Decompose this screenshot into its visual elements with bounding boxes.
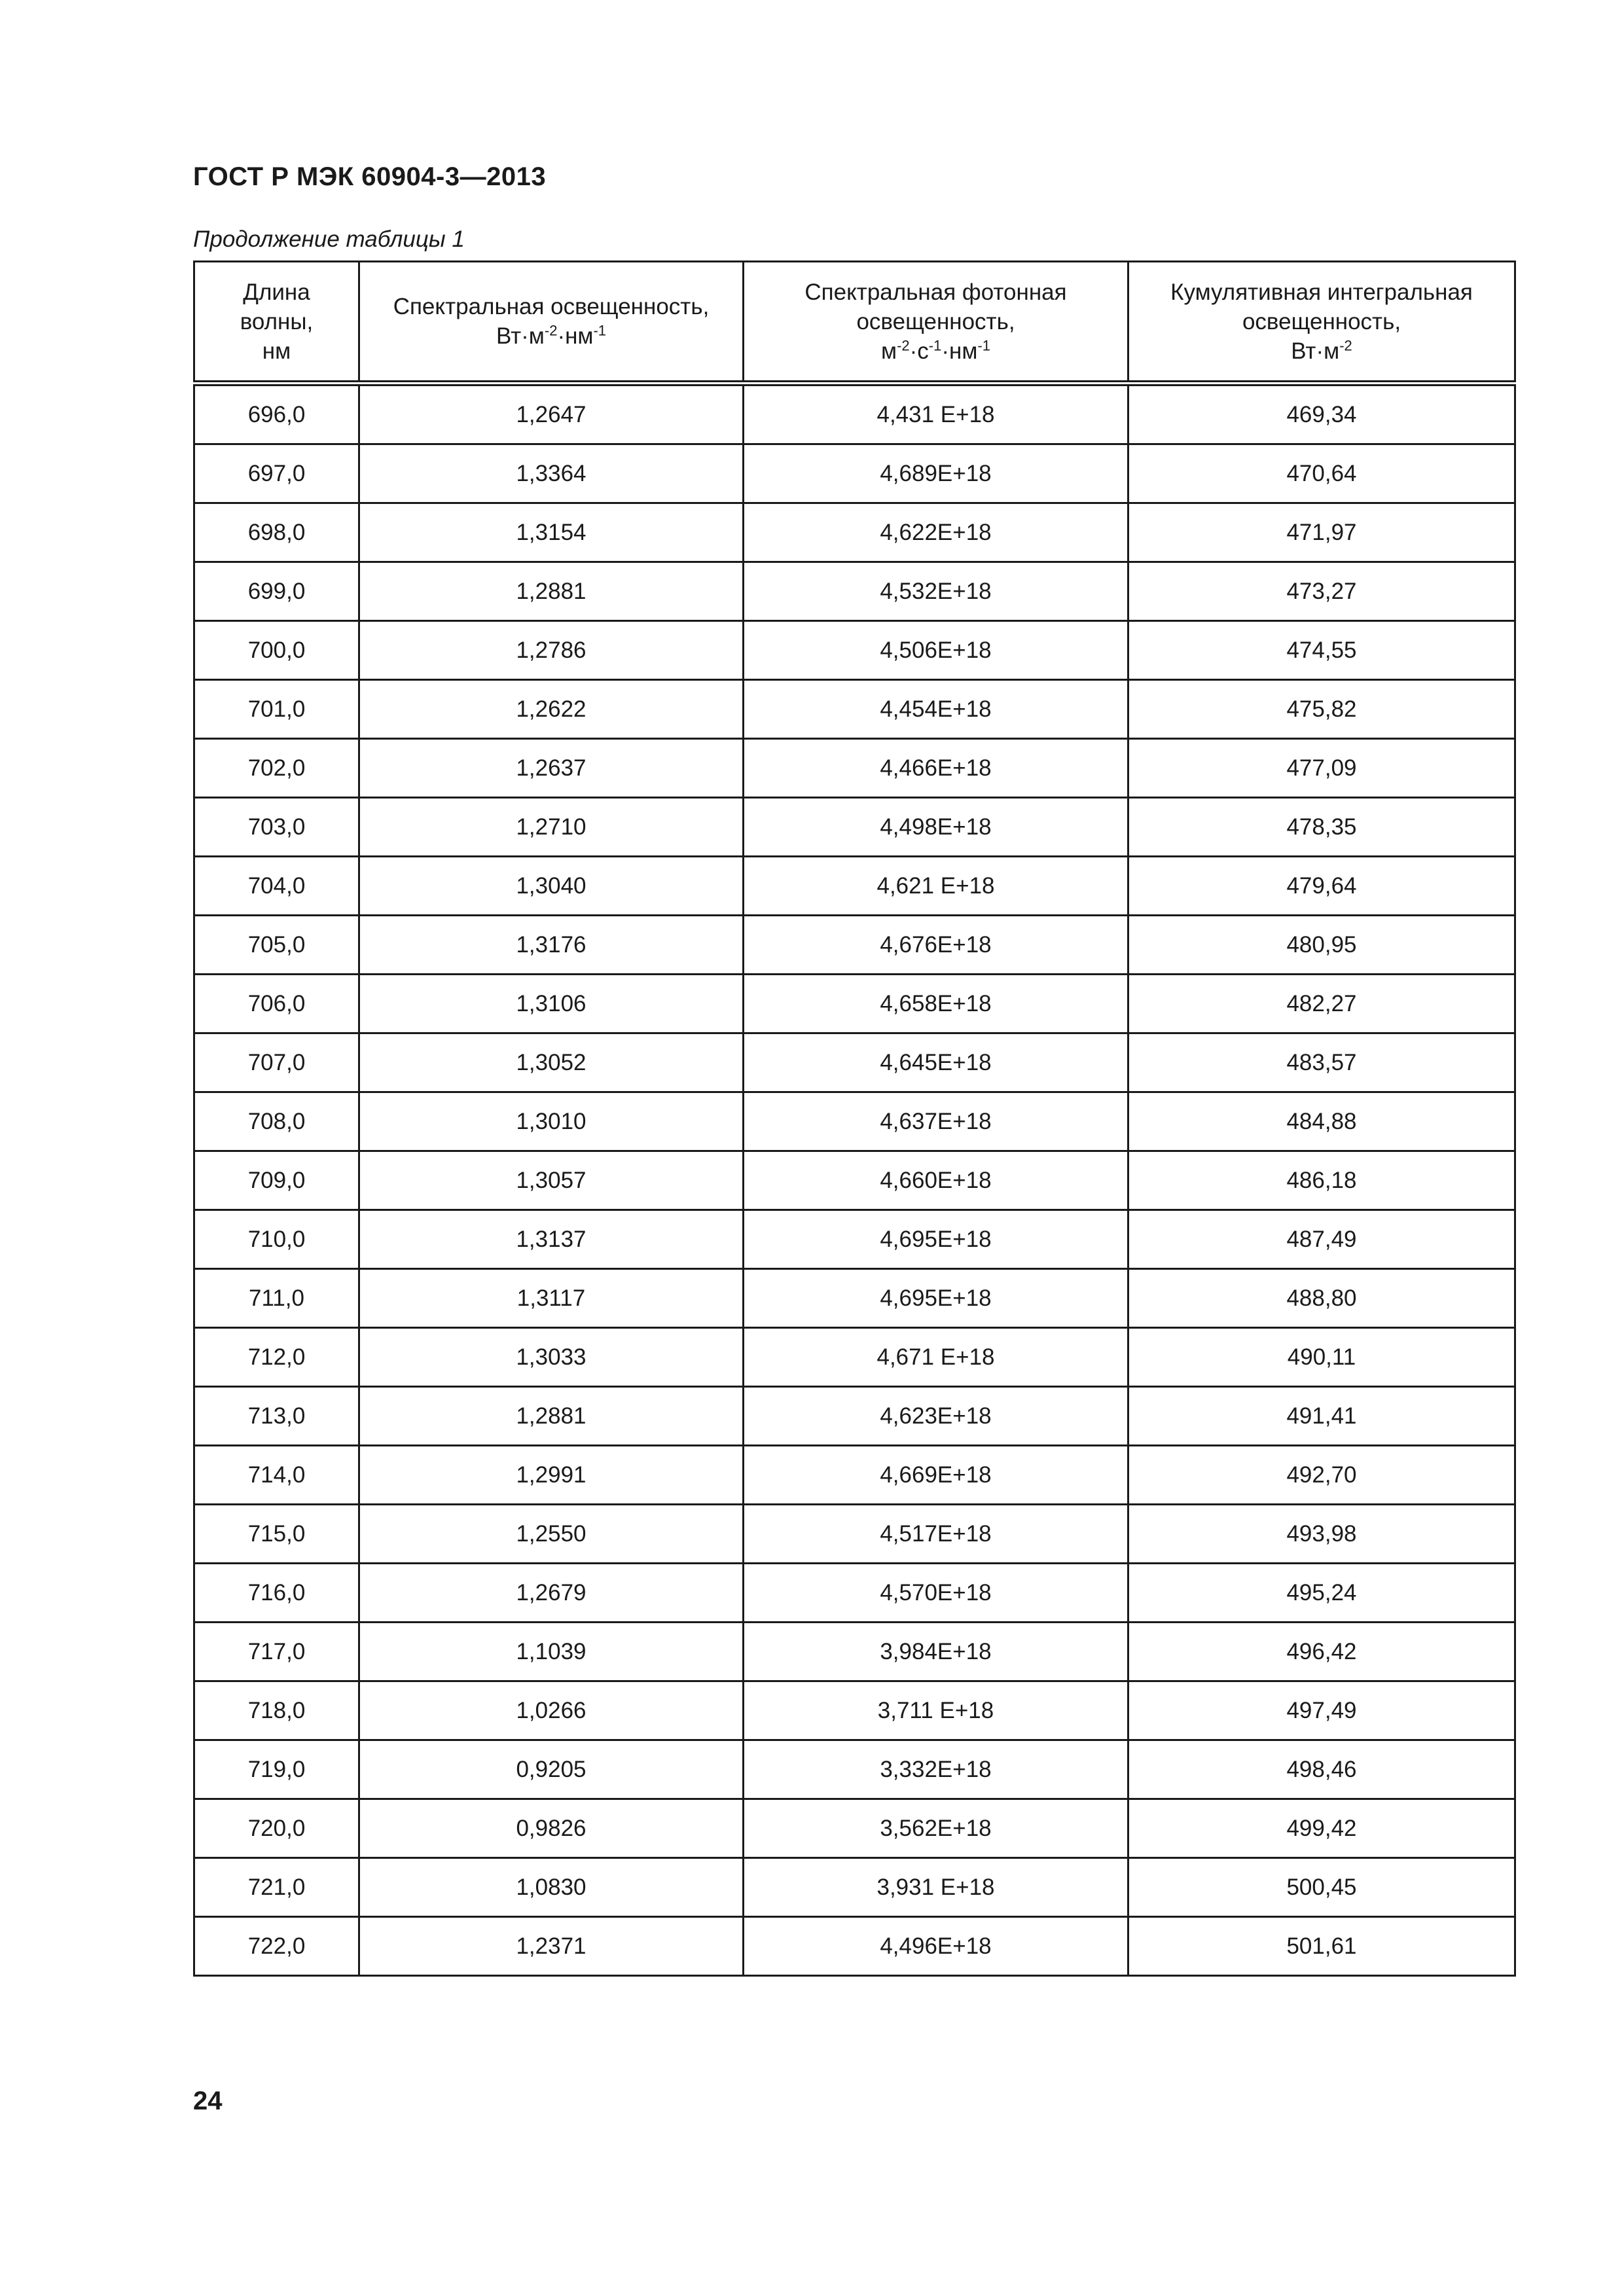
table-row [194, 1505, 1515, 1564]
cell-photon-irradiance: 4,645E+18 [744, 1033, 1128, 1092]
cell-photon-irradiance: 4,621 E+18 [744, 857, 1128, 916]
cell-cumulative-irradiance: 491,41 [1128, 1387, 1515, 1446]
cell-spectral-irradiance: 1,3154 [359, 503, 744, 562]
cell-spectral-irradiance: 1,2371 [359, 1917, 744, 1976]
header-line: Кумулятивная интегральная [1170, 279, 1473, 305]
cell-spectral-irradiance: 0,9205 [359, 1740, 744, 1799]
header-unit [360, 321, 742, 351]
cell-photon-irradiance: 4,496E+18 [744, 1917, 1128, 1976]
table-row [194, 1799, 1515, 1858]
table-row [194, 1917, 1515, 1976]
unit-part: м [881, 338, 897, 364]
table-row [194, 1269, 1515, 1328]
header-line: освещенность, [856, 308, 1015, 334]
cell-photon-irradiance: 4,498E+18 [744, 798, 1128, 857]
cell-photon-irradiance: 4,532E+18 [744, 562, 1128, 621]
cell-cumulative-irradiance: 482,27 [1128, 975, 1515, 1033]
cell-cumulative-irradiance: 492,70 [1128, 1446, 1515, 1505]
cell-wavelength: 716,0 [194, 1564, 359, 1623]
unit-part: ·с [909, 338, 929, 364]
cell-cumulative-irradiance: 486,18 [1128, 1151, 1515, 1210]
cell-spectral-irradiance: 1,2647 [359, 384, 744, 444]
table-row [194, 1151, 1515, 1210]
table-row [194, 1564, 1515, 1623]
cell-cumulative-irradiance: 493,98 [1128, 1505, 1515, 1564]
cell-spectral-irradiance: 1,2550 [359, 1505, 744, 1564]
cell-photon-irradiance: 4,660E+18 [744, 1151, 1128, 1210]
unit-exponent: -1 [977, 336, 990, 353]
table-caption: Продолжение таблицы 1 [193, 226, 465, 252]
cell-wavelength: 702,0 [194, 739, 359, 798]
cell-photon-irradiance: 3,984E+18 [744, 1623, 1128, 1681]
cell-cumulative-irradiance: 495,24 [1128, 1564, 1515, 1623]
header-line: Спектральная фотонная [804, 279, 1067, 305]
cell-spectral-irradiance: 1,2881 [359, 562, 744, 621]
unit-exponent: -1 [593, 322, 607, 339]
cell-spectral-irradiance: 1,1039 [359, 1623, 744, 1681]
cell-wavelength: 704,0 [194, 857, 359, 916]
cell-spectral-irradiance: 1,2622 [359, 680, 744, 739]
cell-wavelength: 721,0 [194, 1858, 359, 1917]
cell-cumulative-irradiance: 478,35 [1128, 798, 1515, 857]
table-row [194, 798, 1515, 857]
table-row [194, 1740, 1515, 1799]
cell-cumulative-irradiance: 497,49 [1128, 1681, 1515, 1740]
cell-cumulative-irradiance: 500,45 [1128, 1858, 1515, 1917]
cell-wavelength: 699,0 [194, 562, 359, 621]
cell-photon-irradiance: 4,622E+18 [744, 503, 1128, 562]
header-line: нм [262, 338, 291, 364]
unit-exponent: -2 [544, 322, 558, 339]
table-row [194, 503, 1515, 562]
table-row [194, 916, 1515, 975]
table-row [194, 1210, 1515, 1269]
column-header-wavelength [194, 262, 359, 384]
header-line: освещенность, [1242, 308, 1401, 334]
cell-spectral-irradiance: 1,2637 [359, 739, 744, 798]
unit-exponent: -2 [897, 336, 910, 353]
table-row [194, 621, 1515, 680]
cell-wavelength: 711,0 [194, 1269, 359, 1328]
cell-spectral-irradiance: 1,2881 [359, 1387, 744, 1446]
cell-wavelength: 714,0 [194, 1446, 359, 1505]
cell-wavelength: 713,0 [194, 1387, 359, 1446]
unit-part: Вт·м [1291, 338, 1340, 364]
table-row [194, 562, 1515, 621]
cell-cumulative-irradiance: 480,95 [1128, 916, 1515, 975]
table-row [194, 444, 1515, 503]
header-line: Спектральная освещенность, [393, 294, 710, 319]
cell-photon-irradiance: 4,517E+18 [744, 1505, 1128, 1564]
cell-wavelength: 703,0 [194, 798, 359, 857]
cell-cumulative-irradiance: 484,88 [1128, 1092, 1515, 1151]
unit-part: ·нм [557, 323, 594, 349]
table-row [194, 680, 1515, 739]
cell-wavelength: 720,0 [194, 1799, 359, 1858]
cell-wavelength: 708,0 [194, 1092, 359, 1151]
cell-wavelength: 718,0 [194, 1681, 359, 1740]
cell-cumulative-irradiance: 473,27 [1128, 562, 1515, 621]
cell-cumulative-irradiance: 490,11 [1128, 1328, 1515, 1387]
cell-photon-irradiance: 4,695E+18 [744, 1210, 1128, 1269]
cell-cumulative-irradiance: 479,64 [1128, 857, 1515, 916]
table-row [194, 1446, 1515, 1505]
cell-cumulative-irradiance: 498,46 [1128, 1740, 1515, 1799]
cell-wavelength: 710,0 [194, 1210, 359, 1269]
cell-photon-irradiance: 4,623E+18 [744, 1387, 1128, 1446]
cell-spectral-irradiance: 1,3137 [359, 1210, 744, 1269]
cell-wavelength: 697,0 [194, 444, 359, 503]
unit-exponent: -2 [1339, 336, 1352, 353]
cell-cumulative-irradiance: 469,34 [1128, 384, 1515, 444]
cell-wavelength: 715,0 [194, 1505, 359, 1564]
cell-photon-irradiance: 4,658E+18 [744, 975, 1128, 1033]
column-header-spectral-irradiance [359, 262, 744, 384]
cell-wavelength: 712,0 [194, 1328, 359, 1387]
table-row [194, 1387, 1515, 1446]
table-row [194, 384, 1515, 444]
cell-photon-irradiance: 3,562E+18 [744, 1799, 1128, 1858]
cell-spectral-irradiance: 1,3364 [359, 444, 744, 503]
cell-wavelength: 709,0 [194, 1151, 359, 1210]
cell-cumulative-irradiance: 477,09 [1128, 739, 1515, 798]
cell-photon-irradiance: 3,931 E+18 [744, 1858, 1128, 1917]
cell-spectral-irradiance: 0,9826 [359, 1799, 744, 1858]
header-unit [1129, 336, 1514, 366]
cell-wavelength: 707,0 [194, 1033, 359, 1092]
document-header: ГОСТ Р МЭК 60904-3—2013 [193, 162, 547, 191]
cell-wavelength: 696,0 [194, 384, 359, 444]
cell-photon-irradiance: 4,431 E+18 [744, 384, 1128, 444]
cell-spectral-irradiance: 1,2710 [359, 798, 744, 857]
cell-spectral-irradiance: 1,3057 [359, 1151, 744, 1210]
cell-wavelength: 701,0 [194, 680, 359, 739]
cell-cumulative-irradiance: 475,82 [1128, 680, 1515, 739]
cell-photon-irradiance: 4,506E+18 [744, 621, 1128, 680]
cell-photon-irradiance: 4,669E+18 [744, 1446, 1128, 1505]
cell-cumulative-irradiance: 471,97 [1128, 503, 1515, 562]
cell-cumulative-irradiance: 483,57 [1128, 1033, 1515, 1092]
unit-exponent: -1 [928, 336, 942, 353]
cell-wavelength: 722,0 [194, 1917, 359, 1976]
cell-spectral-irradiance: 1,3106 [359, 975, 744, 1033]
table-body [194, 384, 1515, 1976]
table-row [194, 739, 1515, 798]
cell-photon-irradiance: 4,676E+18 [744, 916, 1128, 975]
table-header-row [194, 262, 1515, 384]
cell-wavelength: 719,0 [194, 1740, 359, 1799]
cell-wavelength: 705,0 [194, 916, 359, 975]
unit-part: Вт·м [496, 323, 545, 349]
cell-photon-irradiance: 4,689E+18 [744, 444, 1128, 503]
cell-cumulative-irradiance: 470,64 [1128, 444, 1515, 503]
table-row [194, 1681, 1515, 1740]
spectral-data-table [193, 260, 1516, 1977]
table-row [194, 1092, 1515, 1151]
header-line: Длина [243, 279, 310, 305]
cell-spectral-irradiance: 1,2991 [359, 1446, 744, 1505]
cell-wavelength: 700,0 [194, 621, 359, 680]
cell-spectral-irradiance: 1,3176 [359, 916, 744, 975]
cell-photon-irradiance: 4,637E+18 [744, 1092, 1128, 1151]
table-row [194, 1328, 1515, 1387]
unit-part: ·нм [941, 338, 978, 364]
cell-photon-irradiance: 4,454E+18 [744, 680, 1128, 739]
header-line: волны, [240, 308, 314, 334]
table-row [194, 1623, 1515, 1681]
table-row [194, 1033, 1515, 1092]
table-row [194, 1858, 1515, 1917]
cell-spectral-irradiance: 1,3117 [359, 1269, 744, 1328]
column-header-cumulative-irradiance [1128, 262, 1515, 384]
cell-spectral-irradiance: 1,0830 [359, 1858, 744, 1917]
cell-photon-irradiance: 4,671 E+18 [744, 1328, 1128, 1387]
cell-wavelength: 717,0 [194, 1623, 359, 1681]
cell-photon-irradiance: 3,711 E+18 [744, 1681, 1128, 1740]
header-unit [744, 336, 1127, 366]
column-header-photon-irradiance [744, 262, 1128, 384]
cell-spectral-irradiance: 1,3033 [359, 1328, 744, 1387]
cell-cumulative-irradiance: 474,55 [1128, 621, 1515, 680]
cell-spectral-irradiance: 1,3010 [359, 1092, 744, 1151]
cell-spectral-irradiance: 1,3052 [359, 1033, 744, 1092]
cell-spectral-irradiance: 1,3040 [359, 857, 744, 916]
cell-wavelength: 706,0 [194, 975, 359, 1033]
table-row [194, 975, 1515, 1033]
cell-photon-irradiance: 4,570E+18 [744, 1564, 1128, 1623]
cell-cumulative-irradiance: 496,42 [1128, 1623, 1515, 1681]
cell-spectral-irradiance: 1,2786 [359, 621, 744, 680]
cell-cumulative-irradiance: 501,61 [1128, 1917, 1515, 1976]
page-number: 24 [193, 2087, 223, 2115]
table-row [194, 857, 1515, 916]
cell-spectral-irradiance: 1,0266 [359, 1681, 744, 1740]
cell-cumulative-irradiance: 488,80 [1128, 1269, 1515, 1328]
cell-photon-irradiance: 3,332E+18 [744, 1740, 1128, 1799]
cell-spectral-irradiance: 1,2679 [359, 1564, 744, 1623]
cell-photon-irradiance: 4,466E+18 [744, 739, 1128, 798]
cell-wavelength: 698,0 [194, 503, 359, 562]
cell-cumulative-irradiance: 487,49 [1128, 1210, 1515, 1269]
cell-cumulative-irradiance: 499,42 [1128, 1799, 1515, 1858]
cell-photon-irradiance: 4,695E+18 [744, 1269, 1128, 1328]
